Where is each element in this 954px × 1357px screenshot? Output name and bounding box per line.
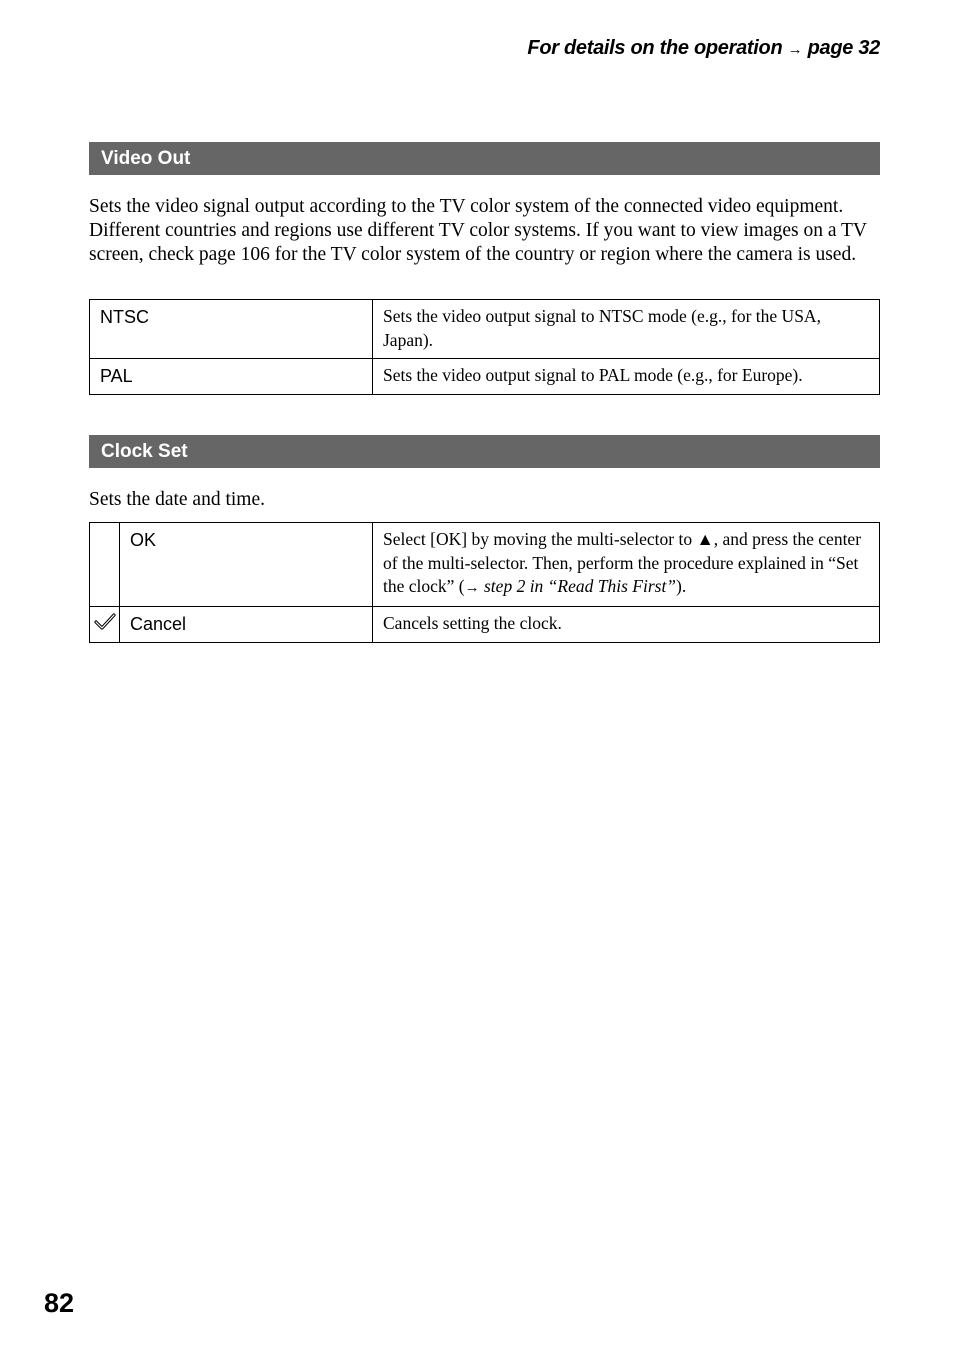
option-label-cancel: Cancel (120, 606, 373, 642)
clock-set-heading: Clock Set (89, 435, 880, 468)
ok-desc-text: Select [OK] by moving the multi-selector to ▲, and press the center of the multi-selector. Then, perform the procedure explained in “Set the clock” ( (383, 529, 862, 596)
video-out-table (89, 299, 880, 395)
arrow-icon: → (464, 580, 480, 596)
ok-desc-end: ). (676, 576, 687, 596)
icon-cell (90, 523, 120, 607)
video-out-intro: Sets the video signal output according to the TV color system of the connected video equipment. Different countries and regions use different TV color systems. If you want to view images on a TV screen, check page 106 for the TV color system of the country or region where the camera is used. (89, 196, 867, 265)
table-row (90, 359, 880, 395)
page-number: 82 (44, 1288, 75, 1318)
table-row (90, 606, 880, 642)
clock-set-intro: Sets the date and time. (89, 489, 265, 510)
option-desc-pal: Sets the video output signal to PAL mode (e.g., for Europe). (373, 359, 880, 395)
ok-desc-reference: step 2 in “Read This First” (479, 576, 677, 596)
reference-page: page 32 (807, 37, 880, 59)
clock-set-table (89, 522, 880, 643)
operation-reference (527, 37, 880, 60)
option-label-ntsc: NTSC (90, 300, 373, 359)
arrow-icon: → (787, 41, 803, 58)
option-desc-ok (373, 523, 880, 607)
option-desc-ntsc: Sets the video output signal to NTSC mode (e.g., for the USA, Japan). (373, 300, 880, 359)
option-label-pal: PAL (90, 359, 373, 395)
table-row (90, 523, 880, 607)
reference-text: For details on the operation (527, 37, 783, 59)
table-row (90, 300, 880, 359)
option-label-ok: OK (120, 523, 373, 607)
checkmark-icon (90, 606, 120, 642)
option-desc-cancel: Cancels setting the clock. (373, 606, 880, 642)
video-out-heading: Video Out (89, 142, 880, 175)
